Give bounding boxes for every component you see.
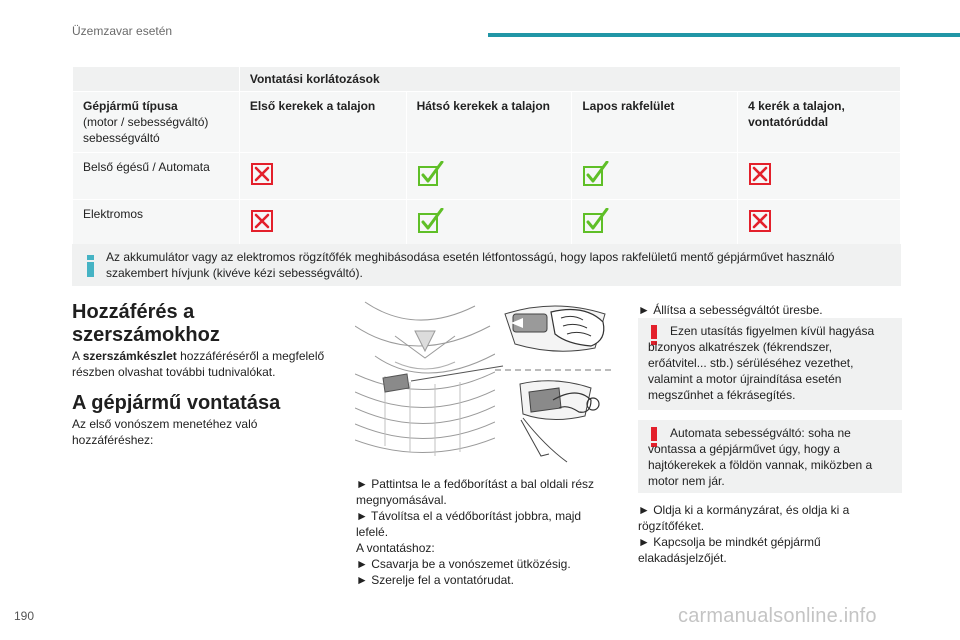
section-header-title: Üzemzavar esetén	[72, 24, 173, 38]
cover-removal-steps	[356, 476, 616, 588]
step-text: ► Kapcsolja be mindkét gépjármű elakadásjelzőjét.	[638, 535, 821, 565]
table-cell	[406, 200, 572, 247]
table-header-row	[73, 92, 901, 153]
tools-para-bold: szerszámkészlet	[82, 349, 177, 363]
towing-heading: A gépjármű vontatása	[72, 392, 281, 414]
towing-restrictions-table	[72, 66, 901, 247]
info-note-box	[72, 244, 901, 286]
vehicle-type-subtitle: (motor / sebességváltó) sebességváltó	[83, 115, 209, 145]
neutral-gear-step: ► Állítsa a sebességváltót üresbe.	[638, 303, 823, 317]
step-text: ► Pattintsa le a fedőborítást a bal oldali rész megnyomásával.	[356, 477, 595, 507]
warning-text: Ezen utasítás figyelmen kívül hagyása bizonyos alkatrészek (fékrendszer, erőátvitel... stb.) sérüléséhez vezethet, valamint a motor újraindítása esetén megszűnhet a fékrásegítés.	[648, 324, 875, 402]
header-accent-bar	[488, 33, 960, 37]
step-text: ► Szerelje fel a vontatórudat.	[356, 573, 514, 587]
table-row	[73, 200, 901, 247]
table-cell	[738, 200, 901, 247]
cover-highlight	[383, 374, 409, 392]
table-title: Vontatási korlátozások	[239, 67, 900, 92]
check-icon	[582, 161, 727, 191]
vehicle-type-title: Gépjármű típusa	[83, 99, 178, 113]
table-cell	[572, 200, 738, 247]
cross-icon	[748, 208, 890, 238]
warning-text: Automata sebességváltó: soha ne vontassa a gépjárművet úgy, hogy a hajtókerekek a földön vannak, miközben a motor nem jár.	[648, 426, 873, 488]
towing-eye-cover-illustration	[355, 296, 615, 466]
check-icon	[582, 208, 727, 238]
column-header: 4 kerék a talajon, vontatórúddal	[738, 92, 901, 153]
tools-para-suffix: hozzáféréséről a megfelelő részben olvashat további tudnivalókat.	[72, 349, 325, 379]
table-cell	[239, 153, 406, 200]
column-header: Első kerekek a talajon	[239, 92, 406, 153]
final-steps	[638, 502, 898, 566]
check-icon	[417, 208, 562, 238]
tools-para-prefix: A	[72, 349, 83, 363]
table-corner-cell	[73, 67, 240, 92]
check-icon	[417, 161, 562, 191]
table-cell	[738, 153, 901, 200]
table-row	[73, 153, 901, 200]
row-label: Elektromos	[73, 200, 240, 247]
vehicle-type-header	[73, 92, 240, 153]
tools-paragraph	[72, 348, 342, 380]
tools-heading: Hozzáférés a szerszámokhoz	[72, 301, 220, 346]
info-note-text: Az akkumulátor vagy az elektromos rögzítőfék meghibásodása esetén létfontosságú, hogy lapos rakfelületű mentő gépjárművet használó szakembert hívjunk (kivéve kézi sebességváltó).	[106, 250, 835, 280]
warning-box	[638, 318, 902, 410]
step-text: ► Csavarja be a vonószemet ütközésig.	[356, 557, 571, 571]
cross-icon	[250, 208, 396, 238]
towing-paragraph: Az első vonószem menetéhez való hozzáféréshez:	[72, 417, 258, 447]
table-cell	[572, 153, 738, 200]
step-text: ► Oldja ki a kormányzárat, és oldja ki a rögzítőféket.	[638, 503, 850, 533]
page-number: 190	[14, 609, 35, 623]
cross-icon	[748, 161, 890, 191]
column-header: Lapos rakfelület	[572, 92, 738, 153]
step-text: ► Távolítsa el a védőborítást jobbra, majd lefelé.	[356, 509, 582, 539]
step-text: A vontatáshoz:	[356, 541, 435, 555]
row-label: Belső égésű / Automata	[73, 153, 240, 200]
watermark: carmanualsonline.info	[678, 605, 877, 627]
warning-box	[638, 420, 902, 493]
table-cell	[239, 200, 406, 247]
info-icon	[86, 255, 95, 277]
column-header: Hátsó kerekek a talajon	[406, 92, 572, 153]
cross-icon	[250, 161, 396, 191]
table-cell	[406, 153, 572, 200]
table-title-row	[73, 67, 901, 92]
